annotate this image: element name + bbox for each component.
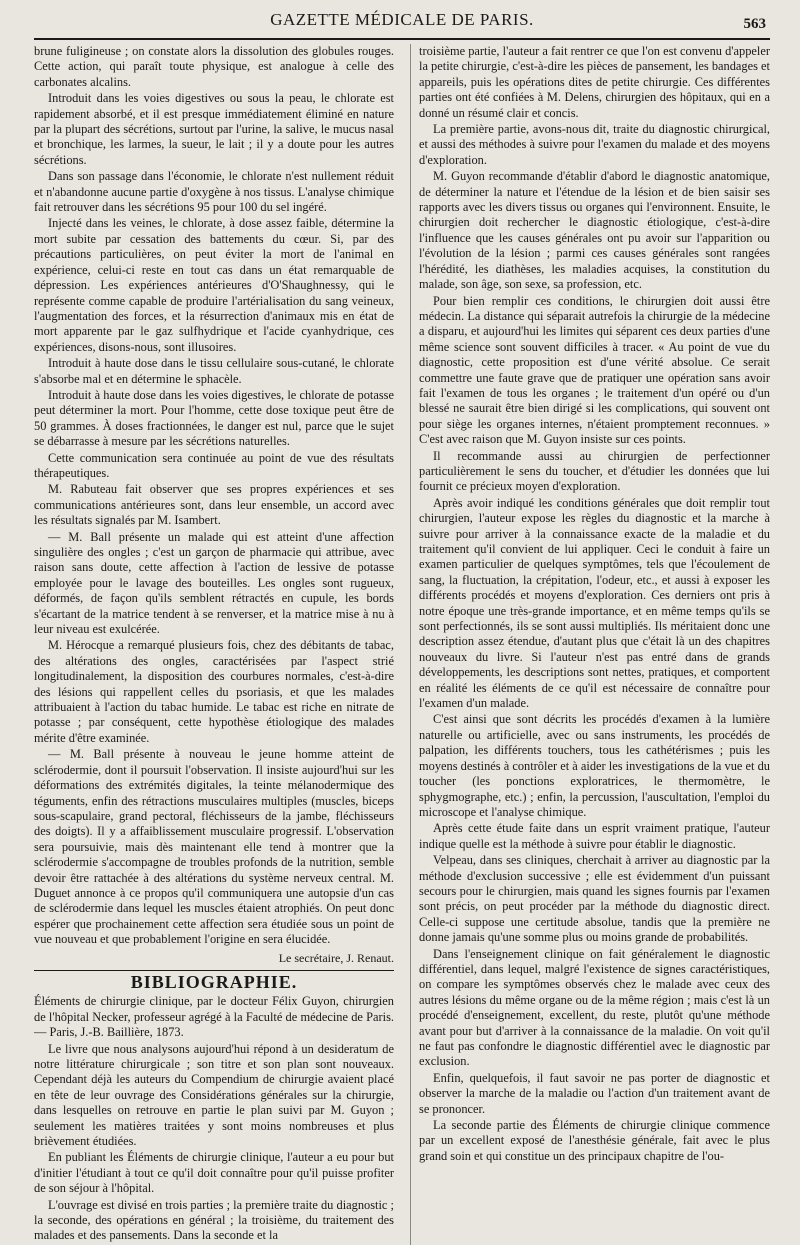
paragraph: brune fuligineuse ; on constate alors la dissolution des globules rouges. Cette action, qui paraît toute physique, est analogue à celle des carbonates alcalins. [34,44,394,89]
running-header [34,10,770,40]
page-number: 563 [743,16,766,32]
paragraph: M. Hérocque a remarqué plusieurs fois, chez des débitants de tabac, des altérations des ongles, caractérisées par l'aspect strié longitudinalement, la disposition des courbures normales, c'est-à-dire des lésions qui rappellent celles du psoriasis, et que les malades attribuaient à l'action du tabac humide. Le tabac est riche en nitrate de potasse ; par conséquent, cette hypothèse étiologique des malades mérite d'être examinée. [34,638,394,745]
paragraph: — M. Ball présente à nouveau le jeune homme atteint de sclérodermie, dont il poursuit l'observation. Il insiste aujourd'hui sur les déformations des extrémités digitales, la teinte mélanodermique des téguments, enfin des rétractions musculaires multiples (muscles, biceps sous-scapulaire, grand pectoral, fléchisseurs de la jambe, fléchisseurs des doigts). Il y a affaiblissement musculaire progressif. L'observation sera poursuivie, mais dès maintenant elle tend à montrer que la sclérodermie s'accompagne de troubles profonds de la nutrition, semble devoir être rattachée à des altérations du système nerveux central. M. Duguet annonce à ce propos qu'il communiquera une autopsie d'un cas de sclérodermie dans lequel les muscles étaient atrophiés. On peut donc espérer que prochainement cette affection sera étudiée sous un point de vue nouveau et que probablement l'origine en sera élucidée. [34,747,394,947]
two-column-body [34,44,770,1243]
paragraph: M. Guyon recommande d'établir d'abord le diagnostic anatomique, de déterminer la nature et l'étendue de la lésion et de bien saisir ses rapports avec les divers tissus ou organes qui l'environnent. Ensuite, le chirurgien doit rechercher le diagnostic étiologique, c'est-à-dire l'influence que les causes générales ont pu avoir sur l'apparition ou l'évolution de la lésion ; parmi ces causes générales sont rangées l'hérédité, les diathèses, les maladies acquises, la constitution du malade, son âge, son sexe, sa profession, etc. [419,169,770,292]
paragraph: Injecté dans les veines, le chlorate, à dose assez faible, détermine la mort subite par cessation des battements du cœur. Si, par des précautions particulières, on peut éviter la mort de l'animal en expérience, celui-ci reste en tout cas dans un état remarquable de dépression. Les expériences antérieures d'O'Shaughnessy, qui le représente comme capable de produire l'artérialisation du sang veineux, l'augmentation des forces, et la résurrection d'animaux mis en état de mort apparente par le gaz sulfhydrique et l'acide cyanhydrique, ces expériences, disons-nous, sont illusoires. [34,216,394,354]
paragraph: Enfin, quelquefois, il faut savoir ne pas porter de diagnostic et observer la marche de la maladie ou l'action d'un traitement avant de se prononcer. [419,1070,770,1116]
paragraph: L'ouvrage est divisé en trois parties ; la première traite du diagnostic ; la seconde, des opérations en général ; la troisième, du traitement des malades et des pansements. Dans la seconde et la [34,1197,394,1243]
bibliography-entry: Éléments de chirurgie clinique, par le docteur Félix Guyon, chirurgien de l'hôpital Necker, professeur agrégé à la Faculté de médecine de Paris. — Paris, J.-B. Baillière, 1873. [34,994,394,1040]
paragraph: Après cette étude faite dans un esprit vraiment pratique, l'auteur indique quelle est la méthode à suivre pour établir le diagnostic. [419,821,770,851]
signature: Le secrétaire, J. Renaut. [278,950,394,965]
paragraph: Dans son passage dans l'économie, le chlorate n'est nullement réduit et n'abandonne aucune partie d'oxygène à nos tissus. L'analyse chimique fait retrouver dans les sécrétions 95 pour 100 du sel ingéré. [34,169,394,215]
paragraph: Introduit dans les voies digestives ou sous la peau, le chlorate est rapidement absorbé, et il est presque immédiatement éliminé en nature par la plupart des sécrétions, surtout par l'urine, la salive, le mucus nasal et bronchique, les larmes, la sueur, le lait ; il y a doute pour les autres sécrétions. [34,91,394,167]
left-column [34,44,394,1245]
paragraph: Cette communication sera continuée au point de vue des résultats thérapeutiques. [34,450,394,480]
paragraph: Le livre que nous analysons aujourd'hui répond à un desideratum de notre littérature chirurgicale ; son titre et son plan sont nouveaux. Cependant déjà les auteurs du Compendium de chirurgie avaient placé en tête de leur ouvrage des Considérations générales sur la chirurgie, dans lesquelles on retrouve en partie le plan suivi par M. Guyon ; seulement les matières traitées y sont moins nombreuses et plus brièvement étudiées. [34,1041,394,1149]
section-heading: BIBLIOGRAPHIE. [130,971,298,992]
paragraph: La première partie, avons-nous dit, traite du diagnostic chirurgical, et aussi des méthodes à suivre pour l'examen du malade et des moyens d'exploration. [419,122,770,167]
paragraph: Après avoir indiqué les conditions générales que doit remplir tout chirurgien, l'auteur expose les règles du diagnostic et la marche à suivre pour arriver à la connaissance exacte de la maladie et du traitement qu'il convient de lui appliquer. Ceci le conduit à faire un examen particulier de quelques symptômes, tels que l'écoulement de sang, la fluctuation, la crépitation, l'odeur, etc., et aussi à exposer les différents procédés et moyens d'exploration. Ces derniers ont pris à notre époque une très-grande importance, et en même temps qu'ils se sont perfectionnés, ils se sont aussi multipliés. Ils méritaient donc une description assez étendue, d'autant plus que c'était là un des chapitres nouveaux du livre. Si l'auteur n'est pas entré dans de grands développements, les descriptions sont nettes, pratiques, et comportent en réalité les éléments de ce qu'il est nécessaire de connaître pour l'examen d'un malade. [419,495,770,711]
paragraph: Il recommande aussi au chirurgien de perfectionner particulièrement le sens du toucher, et d'étudier les données que lui fournit ce précieux moyen d'exploration. [419,448,770,494]
paragraph: M. Rabuteau fait observer que ses propres expériences et ses communications antérieures sont, dans leur ensemble, un accord avec les résultats signalés par M. Isambert. [34,482,394,528]
paragraph: Dans l'enseignement clinique on fait généralement le diagnostic différentiel, dans lequel, malgré l'existence de signes caractéristiques, on compare les symptômes observés chez le malade avec ceux des autres lésions du même organe ou de la même région ; mais c'est là un procédé d'enseignement, excellent, du reste, plutôt qu'une méthode avant pour but d'arriver à la connaissance de la maladie. On voit qu'il ne faut pas confondre le diagnostic différentiel avec le diagnostic par exclusion. [419,946,770,1069]
section-divider [34,970,394,971]
paragraph: C'est ainsi que sont décrits les procédés d'examen à la lumière naturelle ou artificielle, avec ou sans instruments, les procédés de palpation, les différents touchers, tous les cathétérismes ; puis les moyens destinés à contrôler et à aider les investigations de la vue et du toucher (les ponctions exploratrices, le thermomètre, le sphygmographe, etc.) ; enfin, la percussion, l'auscultation, l'emploi du microscope et l'analyse chimique. [419,712,770,819]
paragraph: Pour bien remplir ces conditions, le chirurgien doit aussi être médecin. La distance qui séparait autrefois la chirurgie de la médecine a disparu, et aujourd'hui les limites qui séparent ces deux parties d'une même science sont souvent difficiles à tracer. « Au point de vue du diagnostic, cette proposition est d'une vérité absolue. Ce serait commettre une faute grave que de pratiquer une opération sans avoir fait l'examen de tous les organes ; le traitement d'un opéré ou d'un blessé ne saurait être bien dirigé si les complications, qui souvent ont pour siège les organes internes, n'étaient promptement reconnues. » C'est avec raison que M. Guyon insiste sur ces points. [419,293,770,447]
paragraph: Velpeau, dans ses cliniques, cherchait à arriver au diagnostic par la méthode d'exclusion successive ; elle est évidemment d'un puissant secours pour le chirurgien, mais quand les signes fournis par l'examen sont précis, on peut procéder par la méthode du diagnostic direct. Celle-ci suppose une certitude absolue, tandis que la première ne donne jamais qu'une somme plus ou moins grande de probabilités. [419,853,770,945]
paragraph: Introduit à haute dose dans le tissu cellulaire sous-cutané, le chlorate s'absorbe mal et en détermine le sphacèle. [34,356,394,386]
paragraph: — M. Ball présente un malade qui est atteint d'une affection singulière des ongles ; c'est un garçon de pharmacie qui attribue, avec raison sans doute, cette affection à l'action de lessive de potasse employée pour le lavage des bouteilles. Les ongles sont rugueux, déformés, de façon qu'ils semblent rétractés en cupule, les bords s'écartant de la matrice tendent à se renverser, et la matrice mise à nu à leur niveau est exulcérée. [34,529,394,637]
journal-title: GAZETTE MÉDICALE DE PARIS. [270,10,534,29]
paragraph: La seconde partie des Éléments de chirurgie clinique commence par un excellent exposé de l'anesthésie générale, fait avec le plus grand soin et qui constitue un des principaux chapitre de l'ou- [419,1118,770,1163]
paragraph: troisième partie, l'auteur a fait rentrer ce que l'on est convenu d'appeler la petite chirurgie, c'est-à-dire les pièces de pansement, les bandages et appareils, puis les opérations dites de petite chirurgie. Ces différentes parties ont été confiées à M. Delens, chirurgien des hôpitaux, qui en a donné un résumé clair et concis. [419,44,770,120]
paragraph: Introduit à haute dose dans les voies digestives, le chlorate de potasse peut déterminer la mort. Pour l'homme, cette dose toxique peut être de 50 grammes. À doses fractionnées, le danger est nul, parce que le sujet se débarrasse à mesure par les sécrétions naturelles. [34,387,394,449]
right-column [410,44,770,1245]
paragraph: En publiant les Éléments de chirurgie clinique, l'auteur a eu pour but d'initier l'étudiant à tout ce qu'il doit connaître pour qu'il puisse profiter de son séjour à l'hôpital. [34,1150,394,1196]
